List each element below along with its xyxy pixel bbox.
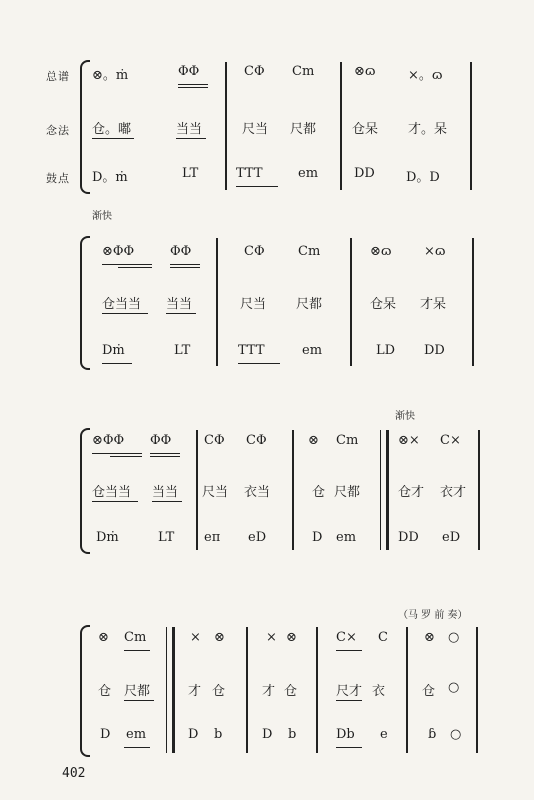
score-cell: 仓 (212, 684, 226, 699)
score-cell: Cm (336, 433, 359, 448)
beam-underline (102, 363, 132, 364)
barline (472, 238, 474, 366)
score-cell: 尺当 (242, 122, 269, 137)
score-cell: DD (398, 530, 419, 545)
score-cell: CΦ (246, 433, 267, 448)
score-cell: C× (440, 433, 461, 448)
score-cell: 尺当 (240, 297, 267, 312)
barline (406, 627, 408, 753)
score-cell: 仓当当 (92, 485, 132, 500)
score-cell: ⊗× (398, 433, 420, 448)
score-cell: e (380, 727, 388, 742)
beam-underline (176, 138, 206, 139)
barline (316, 627, 318, 753)
beam-underline (92, 453, 142, 454)
score-cell: ⊗ (214, 630, 225, 645)
score-cell: D (100, 727, 111, 742)
score-cell: D (312, 530, 323, 545)
score-cell: ⊗。ṁ (92, 68, 129, 83)
score-cell: 尺才 (336, 684, 363, 699)
score-cell: D (262, 727, 273, 742)
row-label-drum-score: 总谱 (46, 70, 70, 83)
barline (340, 62, 342, 190)
score-cell: ⊗ɷ (354, 64, 376, 79)
score-cell: ⊗ (424, 630, 435, 645)
score-cell: 仓当当 (102, 297, 142, 312)
row-label-recitation: 念法 (46, 124, 70, 137)
score-cell: Cm (292, 64, 315, 79)
score-cell: 衣当 (244, 485, 271, 500)
repeat-barline (380, 430, 389, 550)
beam-underline (336, 650, 362, 651)
score-cell: LT (158, 530, 175, 545)
score-cell: b (288, 727, 297, 742)
score-cell: 尺当 (202, 485, 229, 500)
score-cell: ⊗ΦΦ (92, 433, 125, 448)
score-row-drum-score (0, 244, 534, 264)
score-cell: ○ (448, 680, 460, 695)
score-cell: 才。呆 (408, 122, 448, 137)
score-cell: ⊗ΦΦ (102, 244, 135, 259)
beam-underline (236, 186, 278, 187)
score-cell: ⊗ (308, 433, 319, 448)
score-cell: 仓才 (398, 485, 425, 500)
score-cell: ΦΦ (150, 433, 172, 448)
row-label-drum-points: 鼓点 (46, 172, 70, 185)
score-cell: ×。ɷ (408, 68, 443, 83)
beam-underline (170, 267, 200, 268)
beam-underline (102, 264, 152, 265)
score-cell: CΦ (244, 64, 265, 79)
score-cell: ×ɷ (424, 244, 446, 259)
score-cell: 当当 (166, 297, 193, 312)
beam-underline (170, 264, 200, 265)
barline (196, 430, 198, 550)
score-cell: eD (442, 530, 461, 545)
score-cell: 仓 (312, 485, 326, 500)
beam-underline (336, 747, 362, 748)
score-row-recitation (0, 293, 534, 313)
score-cell: em (126, 727, 147, 742)
score-cell: DD (354, 166, 375, 181)
score-cell: TTT (236, 166, 263, 181)
beam-underline (238, 363, 280, 364)
tempo-mark-1: 渐快 (92, 211, 112, 222)
beam-underline (152, 501, 182, 502)
barline (246, 627, 248, 753)
score-row-drum-points (0, 727, 534, 747)
score-row-drum-points (0, 166, 534, 186)
score-cell: TTT (238, 343, 265, 358)
barline (216, 238, 218, 366)
score-cell: Cm (124, 630, 147, 645)
score-cell: 尺都 (334, 485, 361, 500)
score-cell: 尺都 (290, 122, 317, 137)
beam-underline (110, 456, 142, 457)
score-cell: Db (336, 727, 355, 742)
score-cell: LT (182, 166, 199, 181)
barline (476, 627, 478, 753)
score-cell: CΦ (244, 244, 265, 259)
score-row-drum-score (0, 433, 534, 453)
score-cell: 才 (262, 684, 276, 699)
score-cell: D。ṁ (92, 170, 128, 185)
score-cell: × (190, 630, 201, 645)
beam-underline (102, 313, 148, 314)
score-cell: 尺都 (296, 297, 323, 312)
score-cell: C× (336, 630, 357, 645)
beam-underline (150, 453, 180, 454)
beam-underline (336, 700, 362, 701)
score-cell: × (266, 630, 277, 645)
barline (478, 430, 480, 550)
score-cell: 仓 (284, 684, 298, 699)
score-row-recitation (0, 118, 534, 138)
score-cell: DD (424, 343, 445, 358)
score-cell: C (378, 630, 388, 645)
score-cell: CΦ (204, 433, 225, 448)
barline (225, 62, 227, 190)
score-cell: Cm (298, 244, 321, 259)
score-cell: em (336, 530, 357, 545)
score-cell: Dṁ (96, 530, 119, 545)
score-cell: 才呆 (420, 297, 447, 312)
score-cell: em (302, 343, 323, 358)
score-cell: b (214, 727, 223, 742)
score-cell: Dṁ (102, 343, 125, 358)
score-cell: D (188, 727, 199, 742)
page-number: 402 (62, 766, 86, 781)
beam-underline (92, 138, 134, 139)
tempo-mark-2: 渐快 (395, 411, 415, 422)
score-cell: 衣 (372, 684, 386, 699)
barline (470, 62, 472, 190)
score-cell: em (298, 166, 319, 181)
score-cell: eD (248, 530, 267, 545)
repeat-barline (166, 627, 175, 753)
beam-underline (124, 747, 150, 748)
score-cell: LD (376, 343, 396, 358)
score-cell: 当当 (152, 485, 179, 500)
score-cell: D。D (406, 170, 440, 185)
score-row-recitation (0, 481, 534, 501)
score-cell: ○ (450, 727, 462, 742)
score-cell: 仓呆 (352, 122, 379, 137)
score-row-drum-points (0, 530, 534, 550)
score-cell: 仓呆 (370, 297, 397, 312)
score-row-drum-points (0, 343, 534, 363)
score-cell: ⊗ɷ (370, 244, 392, 259)
score-cell: ΦΦ (178, 64, 200, 79)
beam-underline (150, 456, 180, 457)
score-cell: ⊗ (98, 630, 109, 645)
score-cell: 尺都 (124, 684, 151, 699)
score-row-recitation (0, 680, 534, 700)
barline (292, 430, 294, 550)
beam-underline (118, 267, 152, 268)
score-row-drum-score (0, 64, 534, 84)
beam-underline (178, 84, 208, 85)
beam-underline (124, 650, 150, 651)
score-cell: 仓 (98, 684, 112, 699)
beam-underline (124, 700, 154, 701)
score-row-drum-score (0, 630, 534, 650)
score-cell: 当当 (176, 122, 203, 137)
score-cell: ΦΦ (170, 244, 192, 259)
barline (350, 238, 352, 366)
beam-underline (92, 501, 138, 502)
beam-underline (178, 87, 208, 88)
score-cell: 衣才 (440, 485, 467, 500)
prelude-note: （马 罗 前 奏） (398, 610, 468, 621)
score-cell: eπ (204, 530, 221, 545)
score-cell: ○ (448, 630, 460, 645)
score-cell: 仓 (422, 684, 436, 699)
score-cell: ɓ (428, 727, 437, 742)
score-cell: 才 (188, 684, 202, 699)
score-cell: ⊗ (286, 630, 297, 645)
score-cell: 仓。嘟 (92, 122, 132, 137)
beam-underline (166, 313, 196, 314)
score-cell: LT (174, 343, 191, 358)
